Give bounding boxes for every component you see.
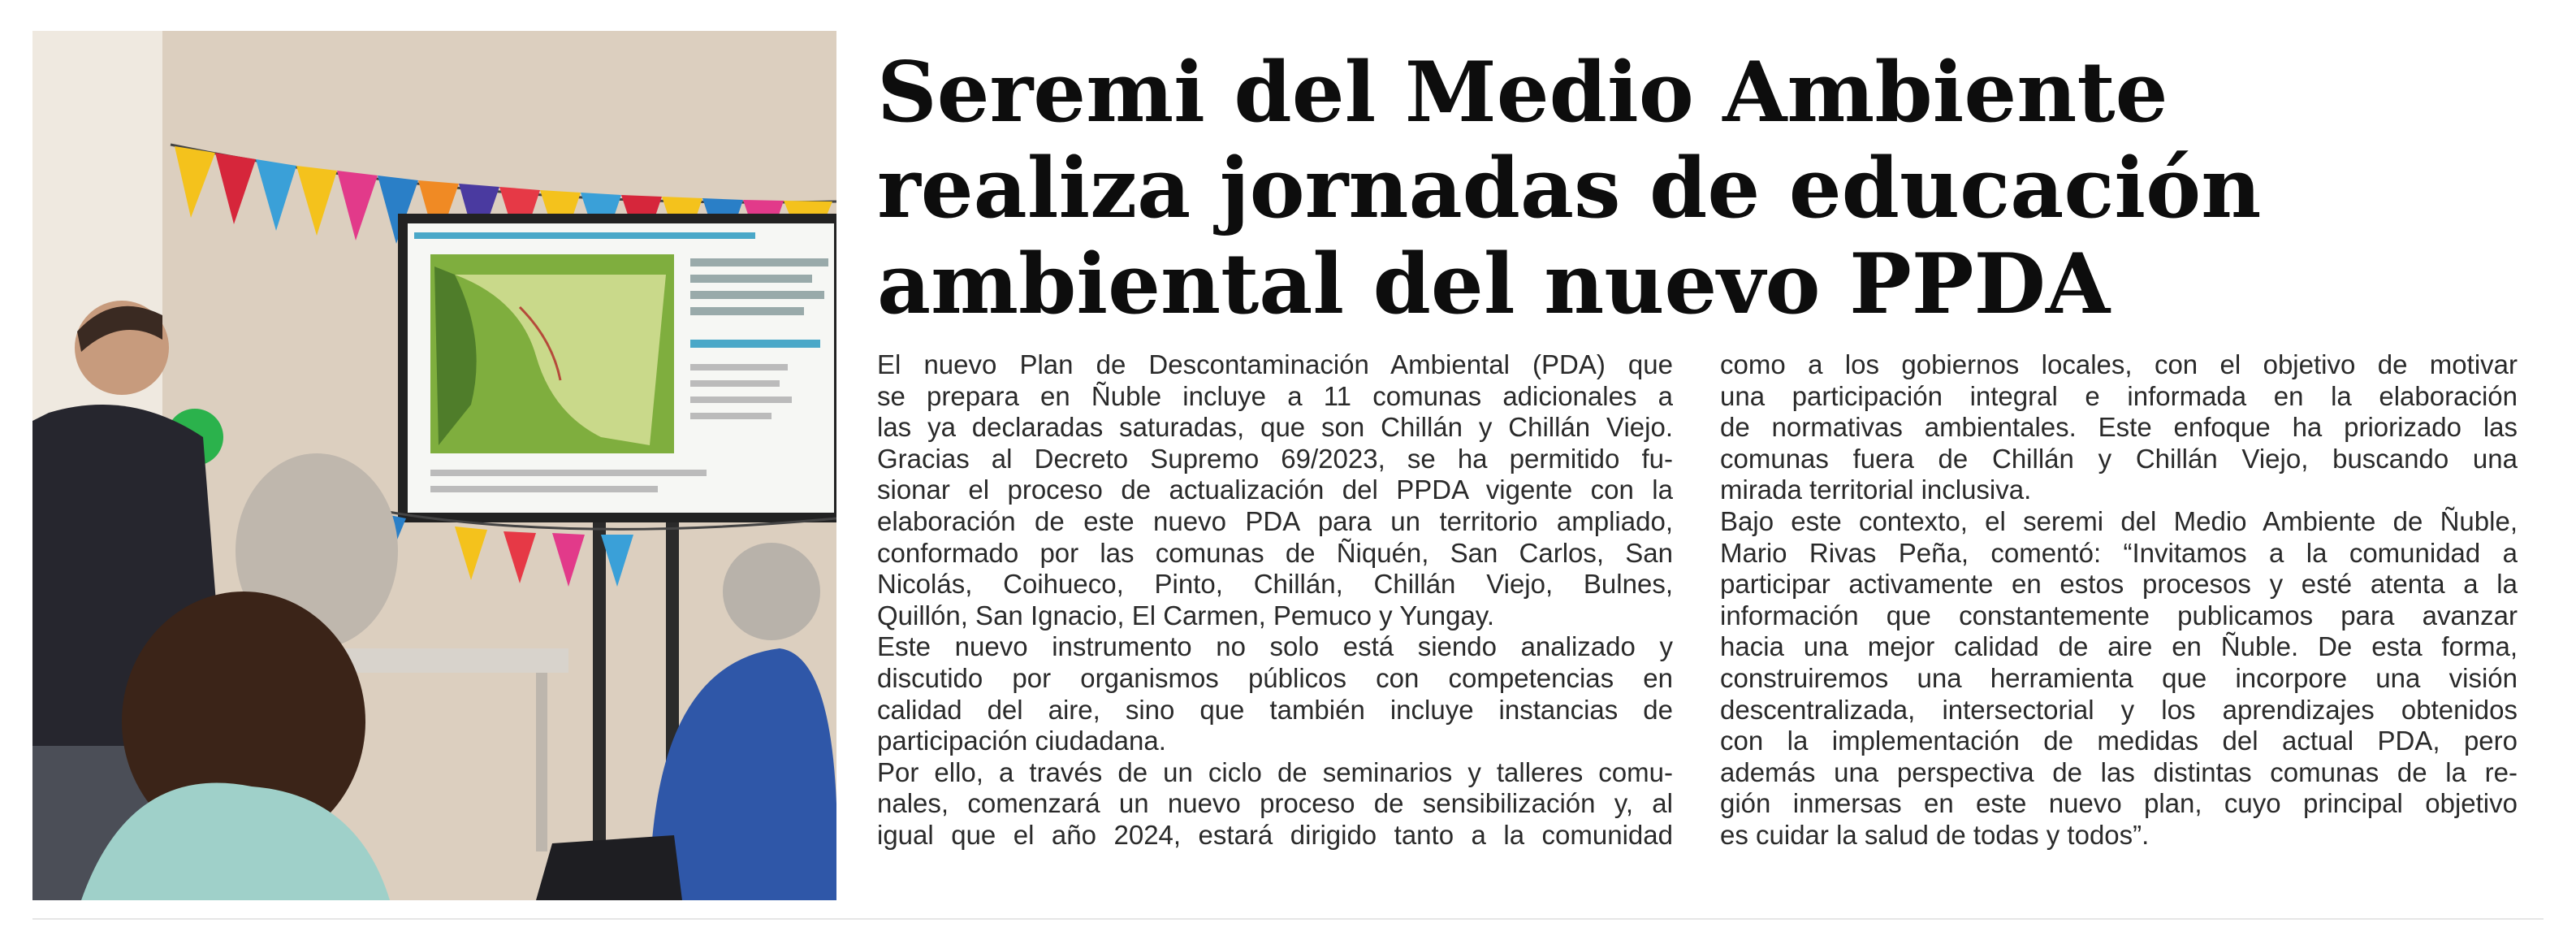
article-body-right-column: [1720, 349, 2518, 852]
article-body-left-column: [877, 349, 1673, 852]
headline-line: realiza jornadas de educación: [877, 140, 2262, 237]
body-line: con la implementación de medidas del actual PDA, pero: [1720, 726, 2518, 756]
body-line: Este nuevo instrumento no solo está siendo analizado y: [877, 631, 1673, 662]
body-line: participación ciudadana.: [877, 726, 1166, 756]
article-photo: [32, 31, 836, 900]
body-line: construiremos una herramienta que incorpore una visión: [1720, 662, 2518, 693]
body-line: las ya declaradas saturadas, que son Chillán y Chillán Viejo.: [877, 412, 1673, 443]
body-line: hacia una mejor calidad de aire en Ñuble. De esta forma,: [1720, 631, 2518, 662]
body-line: El nuevo Plan de Descontaminación Ambiental (PDA) que: [877, 349, 1673, 379]
body-line: sionar el proceso de actualización del PPDA vigente con la: [877, 474, 1673, 505]
body-line: Bajo este contexto, el seremi del Medio Ambiente de Ñuble,: [1720, 505, 2518, 536]
body-line: como a los gobiernos locales, con el objetivo de motivar: [1720, 349, 2518, 379]
body-line: Por ello, a través de un ciclo de seminarios y talleres comu-: [877, 756, 1673, 787]
body-line: se prepara en Ñuble incluye a 11 comunas adicionales a: [877, 380, 1673, 411]
body-line: de normativas ambientales. Este enfoque ha priorizado las: [1720, 412, 2518, 443]
body-line: comunas fuera de Chillán y Chillán Viejo, buscando una: [1720, 443, 2518, 474]
body-line: es cuidar la salud de todas y todos”.: [1720, 819, 2150, 850]
body-line: Mario Rivas Peña, comentó: “Invitamos a la comunidad a: [1720, 537, 2518, 568]
body-line: elaboración de este nuevo PDA para un territorio ampliado,: [877, 505, 1673, 536]
headline-line: Seremi del Medio Ambiente: [877, 44, 2168, 141]
headline-line: ambiental del nuevo PPDA: [877, 236, 2111, 333]
article-headline: [877, 45, 2550, 332]
body-line: Gracias al Decreto Supremo 69/2023, se ha permitido fu-: [877, 443, 1673, 474]
body-line: Quillón, San Ignacio, El Carmen, Pemuco y Yungay.: [877, 600, 1495, 630]
body-line: descentralizada, intersectorial y los aprendizajes obtenidos: [1720, 694, 2518, 725]
body-line: calidad del aire, sino que también incluye instancias de: [877, 694, 1673, 725]
body-line: igual que el año 2024, estará dirigido tanto a la comunidad: [877, 819, 1673, 850]
body-line: nales, comenzará un nuevo proceso de sensibilización y, al: [877, 788, 1673, 819]
body-line: mirada territorial inclusiva.: [1720, 474, 2032, 505]
body-line: gión inmersas en este nuevo plan, cuyo principal objetivo: [1720, 788, 2518, 819]
body-line: información que constantemente publicamos para avanzar: [1720, 600, 2518, 630]
body-line: conformado por las comunas de Ñiquén, San Carlos, San: [877, 537, 1673, 568]
body-line: participar activamente en estos procesos y esté atenta a la: [1720, 569, 2518, 600]
body-line: discutido por organismos públicos con competencias en: [877, 662, 1673, 693]
body-line: Nicolás, Coihueco, Pinto, Chillán, Chillán Viejo, Bulnes,: [877, 569, 1673, 600]
page-divider: [32, 918, 2544, 920]
body-line: además una perspectiva de las distintas comunas de la re-: [1720, 756, 2518, 787]
meeting-photo-illustration: [32, 31, 836, 900]
body-line: una participación integral e informada en la elaboración: [1720, 380, 2518, 411]
